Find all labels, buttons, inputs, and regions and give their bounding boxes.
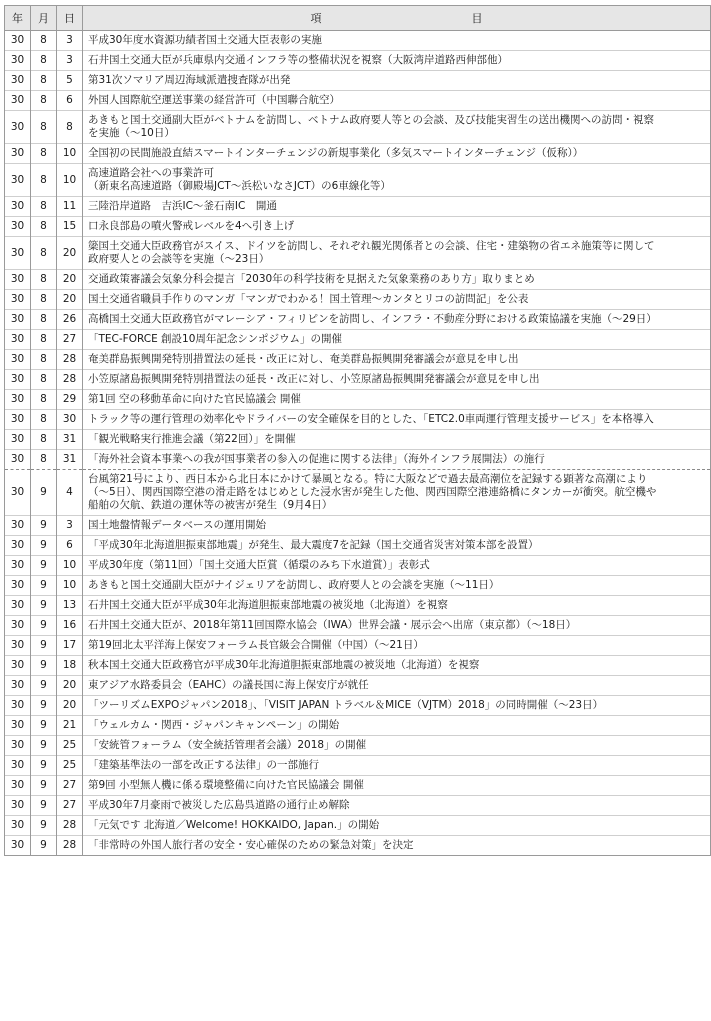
cell-year: 30 (5, 197, 31, 217)
cell-day: 20 (57, 676, 83, 696)
table-row (5, 197, 711, 217)
cell-item: あきもと国土交通副大臣がベトナムを訪問し、ベトナム政府要人等との会談、及び技能実習生の送出機関への訪問・視察 を実施（～10日） (83, 111, 711, 144)
cell-item: 石井国土交通大臣が兵庫県内交通インフラ等の整備状況を視察（大阪湾岸道路西伸部他） (83, 51, 711, 71)
cell-day: 6 (57, 536, 83, 556)
cell-year: 30 (5, 576, 31, 596)
table-row (5, 676, 711, 696)
cell-month: 8 (31, 330, 57, 350)
table-row (5, 576, 711, 596)
table-row (5, 556, 711, 576)
table-row (5, 836, 711, 856)
cell-year: 30 (5, 470, 31, 516)
cell-item: 第31次ソマリア周辺海域派遣捜査隊が出発 (83, 71, 711, 91)
table-row (5, 350, 711, 370)
table-row (5, 716, 711, 736)
table-row (5, 636, 711, 656)
cell-day: 20 (57, 270, 83, 290)
cell-item: 三陸沿岸道路 吉浜IC～釜石南IC 開通 (83, 197, 711, 217)
table-row (5, 330, 711, 350)
cell-year: 30 (5, 616, 31, 636)
cell-day: 17 (57, 636, 83, 656)
table-row (5, 696, 711, 716)
cell-month: 8 (31, 370, 57, 390)
chronology-table (4, 5, 711, 856)
cell-year: 30 (5, 91, 31, 111)
cell-year: 30 (5, 636, 31, 656)
table-row (5, 217, 711, 237)
cell-day: 13 (57, 596, 83, 616)
table-row (5, 144, 711, 164)
cell-item: 東アジア水路委員会（EAHC）の議長国に海上保安庁が就任 (83, 676, 711, 696)
cell-day: 28 (57, 816, 83, 836)
cell-month: 9 (31, 556, 57, 576)
cell-item: 平成30年度（第11回）「国土交通大臣賞（循環のみち下水道賞）」表彰式 (83, 556, 711, 576)
cell-day: 11 (57, 197, 83, 217)
cell-item: 平成30年7月豪雨で被災した広島呉道路の通行止め解除 (83, 796, 711, 816)
table-body (5, 31, 711, 856)
cell-year: 30 (5, 776, 31, 796)
header-month: 月 (31, 6, 57, 31)
cell-day: 25 (57, 756, 83, 776)
cell-item: 第1回 空の移動革命に向けた官民協議会 開催 (83, 390, 711, 410)
cell-year: 30 (5, 144, 31, 164)
cell-year: 30 (5, 736, 31, 756)
cell-year: 30 (5, 164, 31, 197)
cell-item: 石井国土交通大臣が平成30年北海道胆振東部地震の被災地（北海道）を視察 (83, 596, 711, 616)
cell-month: 8 (31, 31, 57, 51)
cell-item: 国土地盤情報データベースの運用開始 (83, 516, 711, 536)
cell-month: 8 (31, 164, 57, 197)
table-header (5, 6, 711, 31)
cell-day: 8 (57, 111, 83, 144)
table-row (5, 470, 711, 516)
cell-item: 「観光戦略実行推進会議（第22回）」を開催 (83, 430, 711, 450)
table-row (5, 536, 711, 556)
table-row (5, 616, 711, 636)
table-row (5, 111, 711, 144)
cell-item: 「安統管フォーラム（安全統括管理者会議）2018」の開催 (83, 736, 711, 756)
cell-month: 9 (31, 676, 57, 696)
table-row (5, 31, 711, 51)
header-item-right: 目 (471, 11, 483, 25)
cell-year: 30 (5, 370, 31, 390)
cell-month: 9 (31, 576, 57, 596)
cell-year: 30 (5, 430, 31, 450)
cell-month: 8 (31, 237, 57, 270)
cell-year: 30 (5, 516, 31, 536)
cell-month: 8 (31, 51, 57, 71)
cell-month: 9 (31, 596, 57, 616)
cell-item: 外国人国際航空運送事業の経営許可（中国聯合航空） (83, 91, 711, 111)
cell-year: 30 (5, 390, 31, 410)
cell-day: 3 (57, 31, 83, 51)
cell-day: 27 (57, 776, 83, 796)
cell-day: 16 (57, 616, 83, 636)
table-row (5, 91, 711, 111)
cell-year: 30 (5, 31, 31, 51)
cell-day: 27 (57, 330, 83, 350)
cell-day: 18 (57, 656, 83, 676)
table-row (5, 51, 711, 71)
cell-year: 30 (5, 556, 31, 576)
cell-item: 交通政策審議会気象分科会提言「2030年の科学技術を見据えた気象業務のあり方」取りまとめ (83, 270, 711, 290)
cell-item: 口永良部島の噴火警戒レベルを4へ引き上げ (83, 217, 711, 237)
cell-year: 30 (5, 656, 31, 676)
cell-month: 8 (31, 144, 57, 164)
cell-year: 30 (5, 410, 31, 430)
cell-day: 25 (57, 736, 83, 756)
cell-item: 高速道路会社への事業許可 （新東名高速道路（御殿場JCT～浜松いなさJCT）の6車線化等） (83, 164, 711, 197)
cell-item: 平成30年度水資源功績者国土交通大臣表彰の実施 (83, 31, 711, 51)
cell-day: 20 (57, 696, 83, 716)
cell-month: 8 (31, 197, 57, 217)
cell-item: 「建築基準法の一部を改正する法律」の一部施行 (83, 756, 711, 776)
cell-year: 30 (5, 270, 31, 290)
cell-month: 9 (31, 636, 57, 656)
cell-day: 28 (57, 370, 83, 390)
cell-month: 8 (31, 71, 57, 91)
cell-day: 20 (57, 290, 83, 310)
table-row (5, 370, 711, 390)
cell-month: 8 (31, 270, 57, 290)
cell-day: 29 (57, 390, 83, 410)
table-row (5, 290, 711, 310)
table-row (5, 270, 711, 290)
cell-year: 30 (5, 696, 31, 716)
cell-month: 9 (31, 716, 57, 736)
table-row (5, 596, 711, 616)
cell-year: 30 (5, 676, 31, 696)
cell-month: 9 (31, 470, 57, 516)
cell-month: 8 (31, 290, 57, 310)
cell-year: 30 (5, 330, 31, 350)
cell-month: 9 (31, 516, 57, 536)
table-row (5, 796, 711, 816)
cell-month: 9 (31, 656, 57, 676)
cell-item: 簗国土交通大臣政務官がスイス、ドイツを訪問し、それぞれ観光関係者との会談、住宅・建築物の省エネ施策等に関して 政府要人との会談等を実施（～23日） (83, 237, 711, 270)
cell-day: 26 (57, 310, 83, 330)
cell-month: 9 (31, 756, 57, 776)
cell-year: 30 (5, 836, 31, 856)
cell-month: 8 (31, 350, 57, 370)
cell-year: 30 (5, 796, 31, 816)
cell-item: 第9回 小型無人機に係る環境整備に向けた官民協議会 開催 (83, 776, 711, 796)
cell-month: 8 (31, 310, 57, 330)
cell-month: 9 (31, 836, 57, 856)
cell-year: 30 (5, 816, 31, 836)
cell-year: 30 (5, 350, 31, 370)
cell-day: 27 (57, 796, 83, 816)
cell-month: 9 (31, 736, 57, 756)
table-row (5, 776, 711, 796)
cell-year: 30 (5, 310, 31, 330)
cell-day: 28 (57, 836, 83, 856)
table-row (5, 450, 711, 470)
cell-month: 9 (31, 776, 57, 796)
cell-item: 高橋国土交通大臣政務官がマレーシア・フィリピンを訪問し、インフラ・不動産分野における政策協議を実施（～29日） (83, 310, 711, 330)
cell-year: 30 (5, 716, 31, 736)
cell-month: 8 (31, 390, 57, 410)
table-row (5, 237, 711, 270)
cell-month: 9 (31, 616, 57, 636)
cell-day: 20 (57, 237, 83, 270)
cell-day: 10 (57, 144, 83, 164)
cell-item: 全国初の民間施設直結スマートインターチェンジの新規事業化（多気スマートインターチェンジ（仮称）） (83, 144, 711, 164)
cell-month: 8 (31, 111, 57, 144)
cell-item: あきもと国土交通副大臣がナイジェリアを訪問し、政府要人との会談を実施（～11日） (83, 576, 711, 596)
cell-day: 10 (57, 556, 83, 576)
cell-month: 8 (31, 450, 57, 470)
cell-month: 8 (31, 410, 57, 430)
cell-item: 台風第21号により、西日本から北日本にかけて暴風となる。特に大阪などで過去最高潮位を記録する顕著な高潮により （～5日）、関西国際空港の滑走路をはじめとした浸水害が発生した他、関西国際空港連絡橋にタンカーが衝突。航空機や 船舶の欠航、鉄道の運休等の被害が発生（9月4日） (83, 470, 711, 516)
cell-item: 第19回北太平洋海上保安フォーラム長官級会合開催（中国）（～21日） (83, 636, 711, 656)
cell-month: 8 (31, 91, 57, 111)
cell-item: 「平成30年北海道胆振東部地震」が発生、最大震度7を記録（国土交通省災害対策本部を設置） (83, 536, 711, 556)
cell-item: 「元気です 北海道／Welcome! HOKKAIDO, Japan.」の開始 (83, 816, 711, 836)
cell-day: 10 (57, 164, 83, 197)
cell-day: 31 (57, 450, 83, 470)
cell-item: 小笠原諸島振興開発特別措置法の延長・改正に対し、小笠原諸島振興開発審議会が意見を申し出 (83, 370, 711, 390)
header-year: 年 (5, 6, 31, 31)
cell-day: 30 (57, 410, 83, 430)
cell-day: 3 (57, 516, 83, 536)
cell-day: 31 (57, 430, 83, 450)
cell-item: 「ウェルカム・関西・ジャパンキャンペーン」の開始 (83, 716, 711, 736)
table-row (5, 516, 711, 536)
table-row (5, 430, 711, 450)
table-row (5, 656, 711, 676)
header-item (83, 6, 711, 31)
cell-item: 「海外社会資本事業への我が国事業者の参入の促進に関する法律」（海外インフラ展開法）の施行 (83, 450, 711, 470)
cell-month: 9 (31, 816, 57, 836)
cell-day: 4 (57, 470, 83, 516)
cell-month: 9 (31, 796, 57, 816)
cell-item: 秋本国土交通大臣政務官が平成30年北海道胆振東部地震の被災地（北海道）を視察 (83, 656, 711, 676)
table-row (5, 736, 711, 756)
table-row (5, 756, 711, 776)
table-row (5, 164, 711, 197)
table-row (5, 310, 711, 330)
cell-day: 5 (57, 71, 83, 91)
table-row (5, 390, 711, 410)
cell-year: 30 (5, 237, 31, 270)
cell-year: 30 (5, 756, 31, 776)
cell-item: トラック等の運行管理の効率化やドライバーの安全確保を目的とした、「ETC2.0車両運行管理支援サービス」を本格導入 (83, 410, 711, 430)
cell-day: 21 (57, 716, 83, 736)
cell-year: 30 (5, 71, 31, 91)
header-item-left: 項 (310, 11, 322, 25)
cell-month: 8 (31, 430, 57, 450)
cell-year: 30 (5, 217, 31, 237)
cell-year: 30 (5, 290, 31, 310)
cell-day: 3 (57, 51, 83, 71)
cell-month: 9 (31, 536, 57, 556)
cell-year: 30 (5, 450, 31, 470)
cell-day: 10 (57, 576, 83, 596)
table-row (5, 71, 711, 91)
cell-year: 30 (5, 51, 31, 71)
cell-item: 「ツーリズムEXPOジャパン2018」、「VISIT JAPAN トラベル＆MICE（VJTM）2018」の同時開催（～23日） (83, 696, 711, 716)
cell-item: 石井国土交通大臣が、2018年第11回国際水協会（IWA）世界会議・展示会へ出席（東京都）（～18日） (83, 616, 711, 636)
cell-month: 8 (31, 217, 57, 237)
cell-item: 国土交通省職員手作りのマンガ「マンガでわかる！国土管理～カンタとリコの訪問記」を公表 (83, 290, 711, 310)
header-day: 日 (57, 6, 83, 31)
cell-item: 奄美群島振興開発特別措置法の延長・改正に対し、奄美群島振興開発審議会が意見を申し出 (83, 350, 711, 370)
table-row (5, 410, 711, 430)
cell-month: 9 (31, 696, 57, 716)
cell-item: 「TEC-FORCE 創設10周年記念シンポジウム」の開催 (83, 330, 711, 350)
cell-year: 30 (5, 536, 31, 556)
cell-year: 30 (5, 111, 31, 144)
cell-item: 「非常時の外国人旅行者の安全・安心確保のための緊急対策」を決定 (83, 836, 711, 856)
cell-day: 6 (57, 91, 83, 111)
cell-day: 28 (57, 350, 83, 370)
table-row (5, 816, 711, 836)
cell-year: 30 (5, 596, 31, 616)
cell-day: 15 (57, 217, 83, 237)
